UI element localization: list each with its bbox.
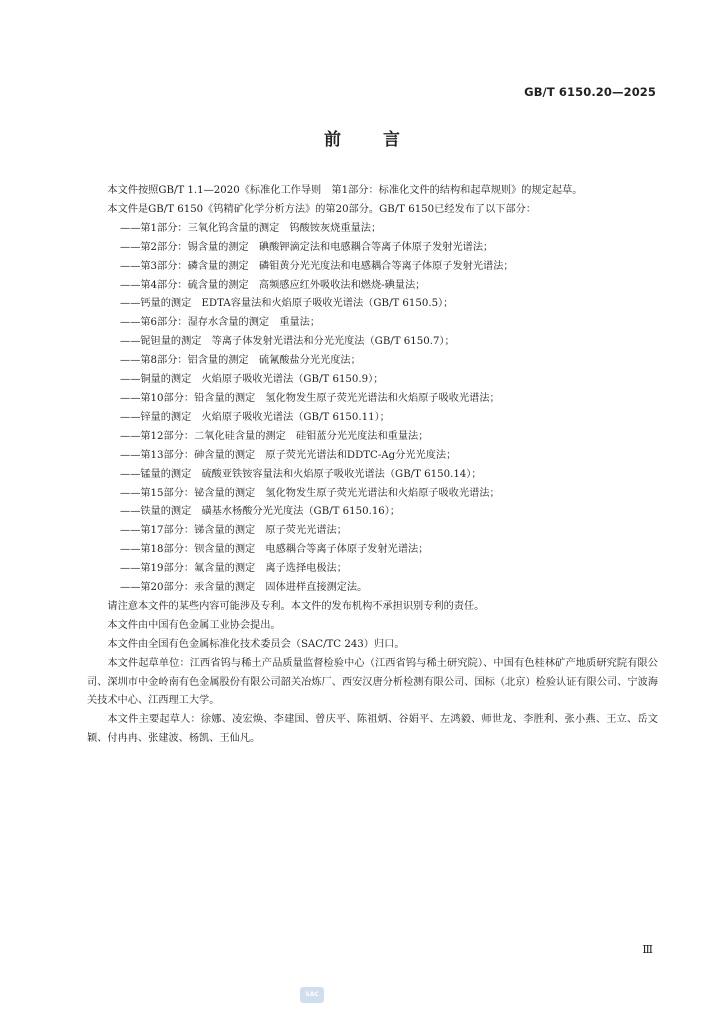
proposer-paragraph: 本文件由中国有色金属工业协会提出。 bbox=[107, 619, 281, 631]
list-item: ——第1部分：三氧化钨含量的测定 钨酸铵灰烧重量法； bbox=[120, 222, 382, 234]
list-item: ——第6部分：湿存水含量的测定 重量法； bbox=[120, 317, 321, 329]
list-item: ——第3部分：磷含量的测定 磷钼黄分光光度法和电感耦合等离子体原子发射光谱法； bbox=[120, 260, 514, 272]
list-item: ——铌钽量的测定 等离子体发射光谱法和分光光度法（GB/T 6150.7）； bbox=[120, 336, 455, 348]
list-item: ——第15部分：铋含量的测定 氢化物发生原子荧光光谱法和火焰原子吸收光谱法； bbox=[120, 487, 500, 499]
committee-paragraph: 本文件由全国有色金属标准化技术委员会（SAC/TC 243）归口。 bbox=[107, 638, 405, 650]
list-item: ——铜量的测定 火焰原子吸收光谱法（GB/T 6150.9）； bbox=[120, 374, 384, 386]
list-item: ——第12部分：二氧化硅含量的测定 硅钼蓝分光光度法和重量法； bbox=[120, 430, 429, 442]
page-number: Ⅲ bbox=[642, 943, 653, 956]
list-item: ——铁量的测定 磺基水杨酸分光光度法（GB/T 6150.16）； bbox=[120, 506, 401, 518]
list-item: ——锰量的测定 硫酸亚铁铵容量法和火焰原子吸收光谱法（GB/T 6150.14）； bbox=[120, 468, 482, 480]
list-item: ——第10部分：铅含量的测定 氢化物发生原子荧光光谱法和火焰原子吸收光谱法； bbox=[120, 392, 500, 404]
list-item: ——第19部分：氟含量的测定 离子选择电极法； bbox=[120, 563, 347, 575]
drafting-units-paragraph: 本文件起草单位：江西省钨与稀土产品质量监督检验中心（江西省钨与稀土研究院）、中国有色桂林矿产地质研究院有限公司、深圳市中金岭南有色金属股份有限公司韶关冶炼厂、西安汉唐分析检测有限公司、国标（北京）检验认证有限公司、宁波海关技术中心、江西理工大学。 bbox=[87, 657, 658, 707]
parts-list bbox=[87, 220, 658, 598]
list-item: ——钙量的测定 EDTA容量法和火焰原子吸收光谱法（GB/T 6150.5）； bbox=[120, 298, 454, 310]
list-item: ——第20部分：汞含量的测定 固体进样直接测定法。 bbox=[120, 582, 368, 594]
list-item: ——第8部分：铝含量的测定 硫氰酸盐分光光度法； bbox=[120, 355, 361, 367]
drafters-paragraph: 本文件主要起草人：徐娜、凌宏焕、李建国、曾庆平、陈祖炳、谷娟平、左鸿毅、师世龙、李胜利、张小燕、王立、岳文颖、付冉冉、张建波、杨凯、王仙凡。 bbox=[87, 714, 658, 745]
sac-watermark-logo: SAC bbox=[300, 987, 324, 1003]
list-item: ——第17部分：锑含量的测定 原子荧光光谱法； bbox=[120, 525, 347, 537]
list-item: ——锌量的测定 火焰原子吸收光谱法（GB/T 6150.11）； bbox=[120, 411, 390, 423]
page-title: 前言 bbox=[324, 130, 442, 150]
list-item: ——第13部分：砷含量的测定 原子荧光光谱法和DDTC-Ag分光光度法； bbox=[120, 449, 457, 461]
paragraph: 本文件是GB/T 6150《钨精矿化学分析方法》的第20部分。GB/T 6150已经发布了以下部分： bbox=[107, 203, 537, 215]
list-item: ——第2部分：锡含量的测定 碘酸钾滴定法和电感耦合等离子体原子发射光谱法； bbox=[120, 241, 494, 253]
document-body bbox=[87, 182, 658, 749]
patent-notice: 请注意本文件的某些内容可能涉及专利。本文件的发布机构不承担识别专利的责任。 bbox=[107, 600, 485, 612]
list-item: ——第18部分：钡含量的测定 电感耦合等离子体原子发射光谱法； bbox=[120, 544, 429, 556]
list-item: ——第4部分：硫含量的测定 高频感应红外吸收法和燃烧-碘量法； bbox=[120, 279, 426, 291]
standard-code: GB/T 6150.20—2025 bbox=[524, 85, 656, 99]
paragraph: 本文件按照GB/T 1.1—2020《标准化工作导则 第1部分：标准化文件的结构和起草规则》的规定起草。 bbox=[107, 185, 583, 196]
